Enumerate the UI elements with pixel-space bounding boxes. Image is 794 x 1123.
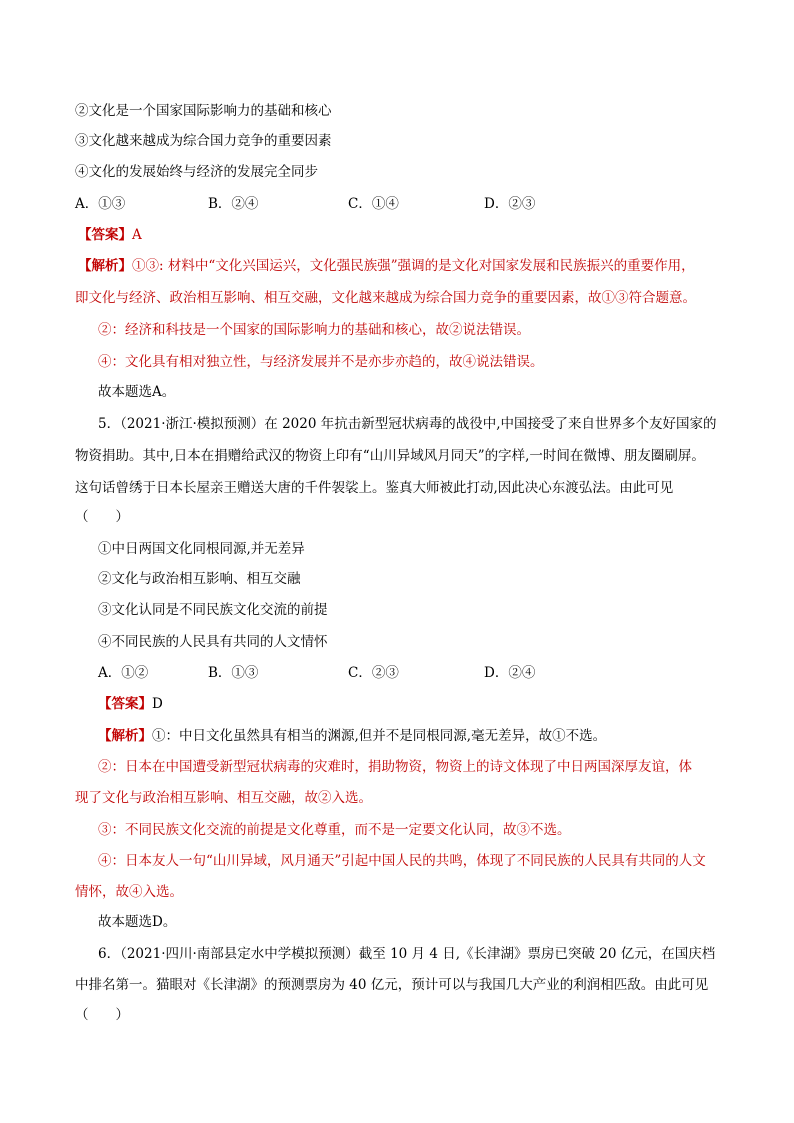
q4-statement-4: ④文化的发展始终与经济的发展完全同步 (75, 164, 318, 180)
answer-value: A (132, 227, 142, 243)
q4-answer (78, 225, 142, 245)
q5-answer (98, 694, 163, 714)
q6-blank: （ ） (75, 1007, 129, 1023)
q5-stem-1: 5．（2021·浙江·模拟预测）在 2020 年抗击新型冠状病毒的战役中,中国接受了来自世界多个友好国家的 (98, 416, 717, 432)
answer-value: D (152, 696, 163, 712)
q4-statement-2: ②文化是一个国家国际影响力的基础和核心 (75, 103, 332, 119)
q5-analysis-2b: 现了文化与政治相互影响、相互交融，故②入选。 (75, 790, 372, 806)
q6-stem-1: 6．（2021·四川·南部县定水中学模拟预测）截至 10 月 4 日,《长津湖》票房已突破 20 亿元，在国庆档 (98, 946, 716, 962)
q6-stem-2: 中排名第一。猫眼对《长津湖》的预测票房为 40 亿元，预计可以与我国几大产业的利润相匹敌。由此可见 (75, 977, 709, 993)
answer-tag: 【答案】 (98, 696, 152, 712)
q5-analysis-1 (98, 726, 606, 746)
q4-analysis-1a (78, 256, 695, 276)
q4-analysis-2: ②：经济和科技是一个国家的国际影响力的基础和核心，故②说法错误。 (98, 322, 530, 338)
q5-analysis-2a: ②：日本在中国遭受新型冠状病毒的灾难时，捐助物资，物资上的诗文体现了中日两国深厚友谊，体 (98, 759, 692, 775)
q5-blank: （ ） (75, 509, 129, 525)
q5-option-d: D．②④ (484, 665, 536, 681)
q5-statement-3: ③文化认同是不同民族文化交流的前提 (98, 602, 328, 618)
q5-analysis-3: ③：不同民族文化交流的前提是文化尊重，而不是一定要文化认同，故③不选。 (98, 822, 571, 838)
q5-statement-1: ①中日两国文化同根同源,并无差异 (98, 541, 305, 557)
q4-conclusion: 故本题选A。 (98, 384, 176, 400)
answer-tag: 【答案】 (78, 227, 132, 243)
q5-analysis-4b: 情怀，故④入选。 (75, 884, 183, 900)
analysis-tag: 【解析】 (78, 258, 132, 274)
q5-stem-2: 物资捐助。其中,日本在捐赠给武汉的物资上印有“山川异域风月同天”的字样,一时间在微博、朋友圈刷屏。 (75, 448, 705, 464)
q4-option-d: D．②③ (484, 196, 536, 212)
q4-option-b: B．②④ (208, 196, 259, 212)
analysis-tag: 【解析】 (98, 728, 152, 744)
q4-analysis-1b: 即文化与经济、政治相互影响、相互交融，文化越来越成为综合国力竞争的重要因素，故①③符合题意。 (75, 290, 696, 306)
q4-analysis-3: ④：文化具有相对独立性，与经济发展并不是亦步亦趋的，故④说法错误。 (98, 354, 544, 370)
q5-option-c: C．②③ (348, 665, 399, 681)
q5-stem-3: 这句话曾绣于日本长屋亲王赠送大唐的千件袈裟上。鉴真大师被此打动,因此决心东渡弘法。由此可见 (75, 480, 674, 496)
q5-statement-2: ②文化与政治相互影响、相互交融 (98, 571, 301, 587)
q4-option-c: C．①④ (348, 196, 399, 212)
q5-statement-4: ④不同民族的人民具有共同的人文情怀 (98, 634, 328, 650)
q5-analysis-4a: ④：日本友人一句“山川异域，风月通天”引起中国人民的共鸣，体现了不同民族的人民具有共同的人文 (98, 853, 706, 869)
q5-conclusion: 故本题选D。 (98, 914, 177, 930)
q5-option-b: B．①③ (208, 665, 259, 681)
analysis-text: ①③: 材料中“文化兴国运兴，文化强民族强”强调的是文化对国家发展和民族振兴的重要作用， (132, 258, 695, 274)
q4-option-a: A．①③ (75, 196, 126, 212)
q5-option-a: A．①② (98, 665, 149, 681)
analysis-text: ①：中日文化虽然具有相当的渊源,但并不是同根同源,毫无差异，故①不选。 (152, 728, 607, 744)
q4-statement-3: ③文化越来越成为综合国力竞争的重要因素 (75, 133, 332, 149)
